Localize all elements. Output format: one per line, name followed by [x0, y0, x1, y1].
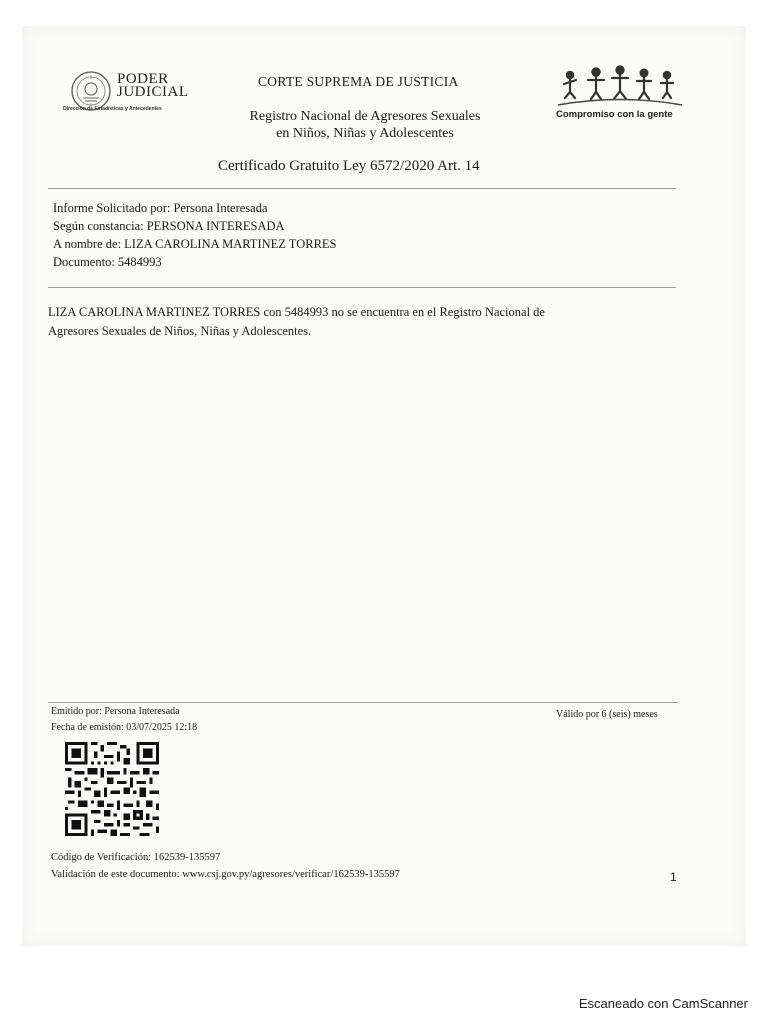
on-behalf-of: A nombre de: LIZA CAROLINA MARTINEZ TORRES: [53, 237, 337, 251]
registry-line1: Registro Nacional de Agresores Sexuales: [249, 109, 481, 124]
verification-info: [51, 849, 400, 883]
pj-line1: PODER: [117, 71, 169, 87]
divider: [48, 702, 678, 703]
statement-line1: LIZA CAROLINA MARTINEZ TORRES con 5484993 no se encuentra en el Registro Nacional de: [48, 305, 545, 319]
registry-title: [220, 108, 510, 142]
divider: [48, 287, 676, 288]
certificate-statement: [48, 303, 668, 341]
verification-code: Código de Verificación: 162539-135597: [51, 852, 221, 863]
validity: Válido por 6 (seis) meses: [556, 709, 658, 720]
requested-by: Informe Solicitado por: Persona Interesada: [53, 201, 268, 215]
certificate-title: Certificado Gratuito Ley 6572/2020 Art. 14: [218, 158, 480, 174]
page-number: 1: [670, 870, 677, 884]
pj-line2: JUDICIAL: [117, 84, 189, 100]
divider: [48, 188, 676, 189]
court-title: CORTE SUPREMA DE JUSTICIA: [258, 74, 459, 89]
issuance-info: [51, 704, 197, 736]
validation-url[interactable]: Validación de este documento: www.csj.gov.py/agresores/verificar/162539-135597: [51, 869, 400, 880]
slogan: Compromiso con la gente: [556, 109, 673, 120]
qr-code[interactable]: [60, 742, 164, 836]
poder-judicial-wordmark: [117, 73, 189, 99]
issue-date: Fecha de emisión: 03/07/2025 12:18: [51, 722, 198, 733]
registry-line2: en Niños, Niñas y Adolescentes: [276, 126, 454, 141]
pj-subtitle: Dirección de Estadísticas y Antecedentes: [63, 106, 162, 112]
compromiso-figures-icon: [552, 64, 686, 108]
according-to: Según constancia: PERSONA INTERESADA: [53, 219, 285, 233]
statement-line2: Agresores Sexuales de Niños, Niñas y Adolescentes.: [48, 324, 312, 338]
scanner-watermark: Escaneado con CamScanner: [578, 996, 748, 1011]
request-info: [53, 199, 337, 271]
document-number: Documento: 5484993: [53, 255, 162, 269]
issued-by: Emitido por: Persona Interesada: [51, 706, 180, 717]
